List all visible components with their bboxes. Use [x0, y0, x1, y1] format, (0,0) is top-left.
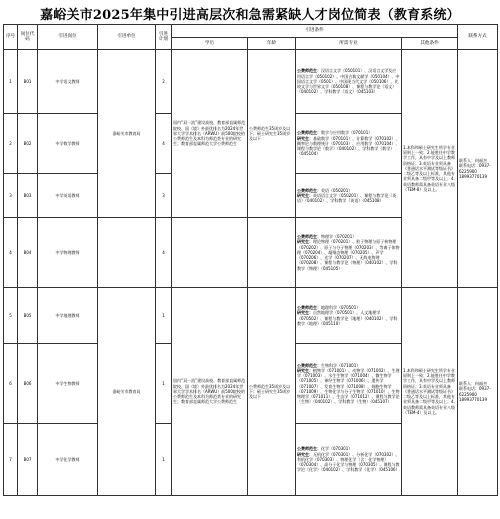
header-post: 引进岗位: [38, 25, 98, 50]
row-major: [296, 288, 402, 344]
row-edu: 国内“双一流”建设高校、教育部直属师范院校、国（境）外最优排名为2024年世界大学学术排名（ARWU）前500院校的公费师范生及本科为师范类专业的研究生；教育部直属师范大学公费师范生: [172, 288, 248, 496]
row-code: B07: [18, 424, 38, 496]
major-text: 化学（070301）: [321, 446, 353, 452]
major-text: 地理科学（070501）: [321, 305, 361, 311]
row-code: B06: [18, 344, 38, 424]
major-text: 英语语言文学（050201）、课程与教学论（英语）（040102）、学科教学（英语）（045108）: [297, 192, 397, 204]
major-label: 研究生：: [297, 135, 313, 141]
major-text: 物理学（070201）: [321, 234, 357, 240]
row-post: 中学物理教师: [38, 218, 98, 288]
row-plan: 4: [156, 114, 172, 174]
row-seq: 5: [4, 288, 18, 344]
major-text: 基础数学（070101）、计算数学（070102）、概率论与数理统计（070103）、应用数学（070104）、课程与教学论（数学）（040102）、学科教学（数学）（045104）: [297, 135, 400, 157]
row-post: 中学数学教师: [38, 114, 98, 174]
row-code: B01: [18, 50, 38, 114]
major-text: 理论物理（070201）、粒子物理与原子核物理（070202）、原子与分子物理（070203）、等离子体物理（070204）、凝聚态物理（070205）、声学（070206）、光学（070207）、无线电物理（070208）、课程与教学论（物理）（040102）、学科教学（物理）（045105）: [297, 239, 400, 271]
major-label: 公费师范生：: [297, 234, 321, 240]
row-seq: 6: [4, 344, 18, 424]
header-major: 所需专业: [296, 38, 402, 50]
header-unit: 引进单位: [98, 25, 156, 50]
major-text: 汉语言文学（050101）、汉语言文学及应用语言学（050102）、中国古典文献学（050104）、中国语言文学（0501）、中国现当代文学（050106）、比较文学与世界文学（050108）、课程与教学论（语文）（040102）、学科教学（语文）（045103）: [297, 68, 400, 95]
header-conditions: 引进条件: [172, 25, 458, 38]
row-age: 公费师范生35周岁及以下；硕士研究生35周岁及以下: [248, 50, 296, 218]
header-contact: 联系方式: [458, 25, 498, 50]
row-plan: 2: [156, 50, 172, 114]
row-major: [296, 424, 402, 496]
row-unit: 嘉峪关市教育局: [98, 288, 156, 496]
positions-table: [3, 24, 498, 496]
row-other: 1.本科和硕士研究生所学专业原则上一致；2.能胜任中学教学工作，具有中学及以上教师资格证；3.英语专业须具备《普通话水平测试等级证书》二级乙等及以上标准，其他专业须具备二级甲等及以上；4.英语教师需具备英语专业八级（TEM-4）及以上。: [402, 288, 458, 496]
row-major: [296, 174, 402, 218]
row-unit-empty: [98, 218, 156, 288]
major-label: 研究生：: [297, 451, 313, 457]
row-major: [296, 50, 402, 114]
row-plan: 4: [156, 218, 172, 288]
header-code: 岗位代码: [18, 25, 38, 50]
major-text: 数学与应用数学（070101）: [321, 130, 373, 136]
row-age-empty: [248, 218, 296, 288]
header-age: 年龄: [248, 38, 296, 50]
row-seq: 4: [4, 218, 18, 288]
major-text: 生物科学（071001）: [321, 362, 361, 368]
header-seq: 序号: [4, 25, 18, 50]
row-major: [296, 344, 402, 424]
major-label: 研究生：: [297, 367, 313, 373]
row-seq: 3: [4, 174, 18, 218]
row-post: 中学生物教师: [38, 344, 98, 424]
row-seq: 1: [4, 50, 18, 114]
row-contact: 联系人：何福杰 联系电话：0937-6225900 18993770139: [458, 50, 498, 288]
major-label: 公费师范生：: [297, 362, 321, 368]
major-label: 公费师范生：: [297, 446, 321, 452]
row-seq: 2: [4, 114, 18, 174]
major-text: 自然地理学（070501）、人文地理学（070502）、课程与教学论（地理）（040102）、学科教学（地理）（045110）: [297, 310, 398, 326]
page-title: 嘉峪关市2025年集中引进高层次和急需紧缺人才岗位简表（教育系统）: [40, 8, 460, 23]
major-label: 公费师范生：: [297, 305, 321, 311]
major-text: 植物学（071001）、动物学（071002）、生理学（071003）、水生生物学（071004）、微生物学（071005）、神经生物学（071006）、遗传学（071007）、发育生物学（071008）、细胞生物学（071009）、生物化学与分子生物学（071010）、生物物理学（071011）、生态学（071012）、课程与教学论（生物）（040102）、学科教学（生物）（045107）: [297, 367, 400, 405]
row-major: [296, 114, 402, 174]
header-plan: 引进计划: [156, 25, 172, 50]
row-plan: 1: [156, 344, 172, 424]
row-other: 1.本科和硕士研究生所学专业原则上一致；2.能胜任中学教学工作，具有中学及以上教师资格证；3.英语专业须具备《普通话水平测试等级证书》二级乙等及以上标准，其他专业须具备二级甲等及以上；4.英语教师需具备英语专业八级（TEM-8）及以上。: [402, 50, 458, 288]
table-row: [4, 50, 498, 114]
header-edu: 学历: [172, 38, 248, 50]
major-label: 公费师范生：: [297, 130, 321, 136]
row-age: 公费师范生35周岁及以下；硕士研究生35周岁及以下: [248, 288, 296, 496]
row-plan: 1: [156, 424, 172, 496]
row-plan: 1: [156, 288, 172, 344]
table-row: [4, 288, 498, 344]
row-code: B02: [18, 114, 38, 174]
row-code: B03: [18, 174, 38, 218]
row-code: B04: [18, 218, 38, 288]
row-edu: 国内“双一流”建设高校、教育部直属师范院校、国（境）外最优排名为2024年世界大学学术排名（ARWU）前500院校的公费师范生及本科为师范类专业的研究生；教育部直属师范大学公费师范生: [172, 50, 248, 218]
major-label: 研究生：: [297, 239, 313, 245]
row-contact: 联系人：何福杰 联系电话：0937-6225900 18993770139: [458, 288, 498, 496]
row-major: [296, 218, 402, 288]
major-label: 研究生：: [297, 310, 313, 316]
header-other: 其他条件: [402, 38, 458, 50]
row-post: 中学地理教师: [38, 288, 98, 344]
row-post: 中学语文教师: [38, 50, 98, 114]
row-edu-empty: [172, 218, 248, 288]
row-seq: 7: [4, 424, 18, 496]
major-text: 英语（050201）: [321, 187, 353, 193]
major-label: 研究生：: [297, 192, 313, 198]
major-text: 无机化学（070301）、分析化学（070302）、有机化学（070303）、物理化学（含：化学物理）（070304）、高分子化学与物理（070305）、课程与教学论（化学）（040102）、学科教学（化学）（045106）: [297, 451, 400, 473]
row-post: 中学英语教师: [38, 174, 98, 218]
row-plan: 3: [156, 174, 172, 218]
major-label: 公费师范生：: [297, 187, 321, 193]
row-unit: 嘉峪关市教育局: [98, 50, 156, 218]
row-post: 中学化学教师: [38, 424, 98, 496]
row-code: B05: [18, 288, 38, 344]
major-label: 公费师范生：: [297, 68, 321, 74]
